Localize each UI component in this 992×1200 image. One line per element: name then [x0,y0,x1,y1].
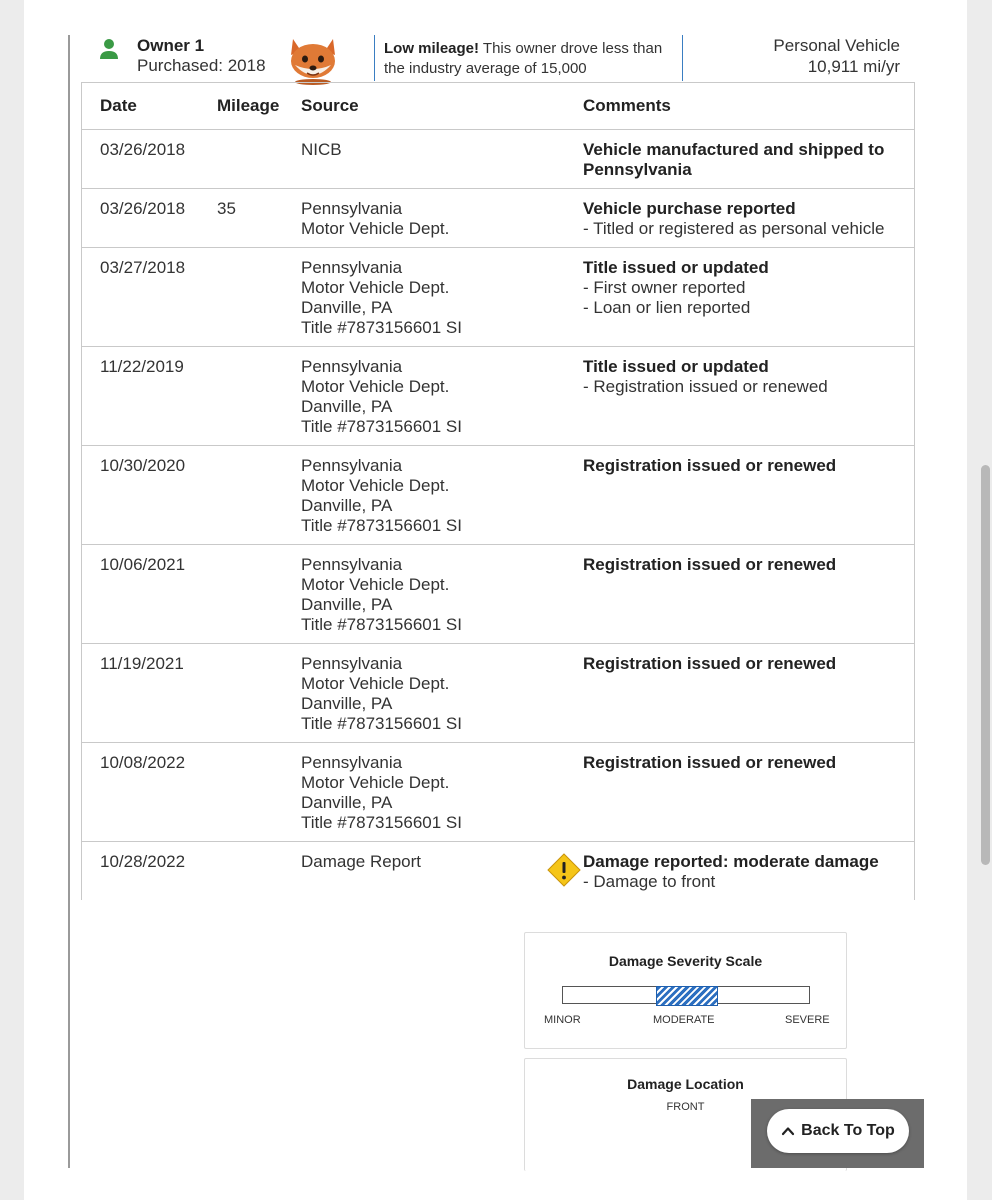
row-comments [583,545,915,644]
comment-detail: - Registration issued or renewed [583,377,828,396]
row-comments [583,446,915,545]
back-to-top-overlay [751,1099,924,1168]
fox-mascot-icon [283,35,343,85]
source-line: Pennsylvania [301,555,403,574]
row-source [301,347,549,446]
source-line: Title #7873156601 SI [301,813,462,832]
header-mileage: Mileage [217,83,301,130]
usage-type: Personal Vehicle [773,36,900,55]
comment-title: Registration issued or renewed [583,555,837,574]
severity-level-fill [656,986,717,1006]
row-mileage [217,248,301,347]
row-icon-cell [549,189,583,248]
table-row [82,347,915,446]
scrollbar[interactable] [966,0,992,1200]
table-row [82,743,915,842]
row-icon-cell [549,347,583,446]
location-title: Damage Location [627,1076,744,1092]
row-mileage: 35 [217,189,301,248]
row-comments [583,743,915,842]
row-comments [583,347,915,446]
severity-title: Damage Severity Scale [608,953,763,969]
row-icon-cell [549,130,583,189]
damage-severity-card [524,932,847,1049]
source-line: Motor Vehicle Dept. [301,773,450,792]
row-mileage [217,347,301,446]
row-comments [583,842,915,901]
row-mileage [217,130,301,189]
divider [682,35,683,81]
row-mileage [217,644,301,743]
history-table [81,82,915,900]
source-line: Motor Vehicle Dept. [301,674,450,693]
table-row [82,842,915,901]
row-source [301,130,549,189]
comment-detail: - Loan or lien reported [583,298,751,317]
row-date: 10/08/2022 [82,743,218,842]
owner-purchased: Purchased: 2018 [137,56,266,75]
row-icon-cell [549,545,583,644]
scrollbar-thumb[interactable] [981,465,990,865]
row-date: 03/26/2018 [82,189,218,248]
header-comments: Comments [583,83,915,130]
row-icon-cell [549,446,583,545]
source-line: Motor Vehicle Dept. [301,219,450,238]
comment-title: Registration issued or renewed [583,753,837,772]
row-source [301,189,549,248]
row-date: 10/06/2021 [82,545,218,644]
table-row [82,545,915,644]
row-mileage [217,446,301,545]
row-source [301,743,549,842]
source-line: Danville, PA [301,694,393,713]
warning-icon [547,853,581,887]
source-line: Motor Vehicle Dept. [301,476,450,495]
source-line: Title #7873156601 SI [301,615,462,634]
comment-detail: - Damage to front [583,872,716,891]
source-line: Title #7873156601 SI [301,516,462,535]
severity-label-minor: MINOR [544,1014,581,1026]
row-date: 03/27/2018 [82,248,218,347]
header-source: Source [301,83,549,130]
row-icon-cell [549,842,583,901]
source-line: Motor Vehicle Dept. [301,575,450,594]
owner-usage [773,35,900,77]
row-source [301,248,549,347]
row-comments [583,644,915,743]
row-comments [583,130,915,189]
row-mileage [217,842,301,901]
left-rule [68,35,70,1168]
row-source [301,842,549,901]
comment-detail: - Titled or registered as personal vehicle [583,219,885,238]
comment-title: Registration issued or renewed [583,654,837,673]
comment-title: Title issued or updated [583,357,769,376]
source-line: Title #7873156601 SI [301,318,462,337]
table-row [82,446,915,545]
source-line: Pennsylvania [301,357,403,376]
severity-scale [562,986,810,1004]
table-row [82,130,915,189]
source-line: Danville, PA [301,595,393,614]
person-icon [100,38,118,60]
source-line: Danville, PA [301,793,393,812]
source-line: Pennsylvania [301,258,403,277]
severity-label-moderate: MODERATE [653,1014,715,1026]
row-icon-cell [549,743,583,842]
source-line: Title #7873156601 SI [301,417,462,436]
back-to-top-button[interactable] [767,1109,909,1153]
header-icon-col [549,83,583,130]
table-header-row [82,83,915,130]
usage-rate: 10,911 mi/yr [807,57,900,76]
source-line: Danville, PA [301,496,393,515]
back-to-top-label: Back To Top [801,1122,895,1139]
row-date: 03/26/2018 [82,130,218,189]
row-source [301,545,549,644]
row-date: 10/30/2020 [82,446,218,545]
divider [374,35,375,81]
row-date: 11/19/2021 [82,644,218,743]
source-line: Pennsylvania [301,456,403,475]
row-comments [583,248,915,347]
comment-title: Damage reported: moderate damage [583,852,879,871]
row-source [301,644,549,743]
table-row [82,644,915,743]
source-line: Title #7873156601 SI [301,714,462,733]
comment-detail: - First owner reported [583,278,746,297]
owner-summary [81,35,914,82]
source-line: NICB [301,140,342,159]
comment-title: Title issued or updated [583,258,769,277]
row-mileage [217,743,301,842]
source-line: Danville, PA [301,397,393,416]
comment-title: Vehicle purchase reported [583,199,796,218]
row-date: 11/22/2019 [82,347,218,446]
row-source [301,446,549,545]
row-mileage [217,545,301,644]
comment-title: Vehicle manufactured and shipped to Pennsylvania [583,140,885,179]
location-value: FRONT [666,1101,705,1113]
table-row [82,189,915,248]
mileage-note-bold: Low mileage! [384,40,480,57]
source-line: Pennsylvania [301,654,403,673]
table-body [82,130,915,901]
source-line: Danville, PA [301,298,393,317]
comment-title: Registration issued or renewed [583,456,837,475]
source-line: Motor Vehicle Dept. [301,377,450,396]
header-date: Date [82,83,218,130]
mileage-note [384,39,674,79]
source-line: Damage Report [301,852,422,871]
table-row [82,248,915,347]
mileage-note-text: This owner drove less than the industry average of 15,000 [384,40,663,77]
source-line: Pennsylvania [301,199,403,218]
source-line: Motor Vehicle Dept. [301,278,450,297]
owner-name: Owner 1 [137,36,205,55]
severity-label-severe: SEVERE [785,1014,830,1026]
source-line: Pennsylvania [301,753,403,772]
row-icon-cell [549,248,583,347]
row-date: 10/28/2022 [82,842,218,901]
chevron-up-icon [781,1124,795,1138]
row-icon-cell [549,644,583,743]
row-comments [583,189,915,248]
